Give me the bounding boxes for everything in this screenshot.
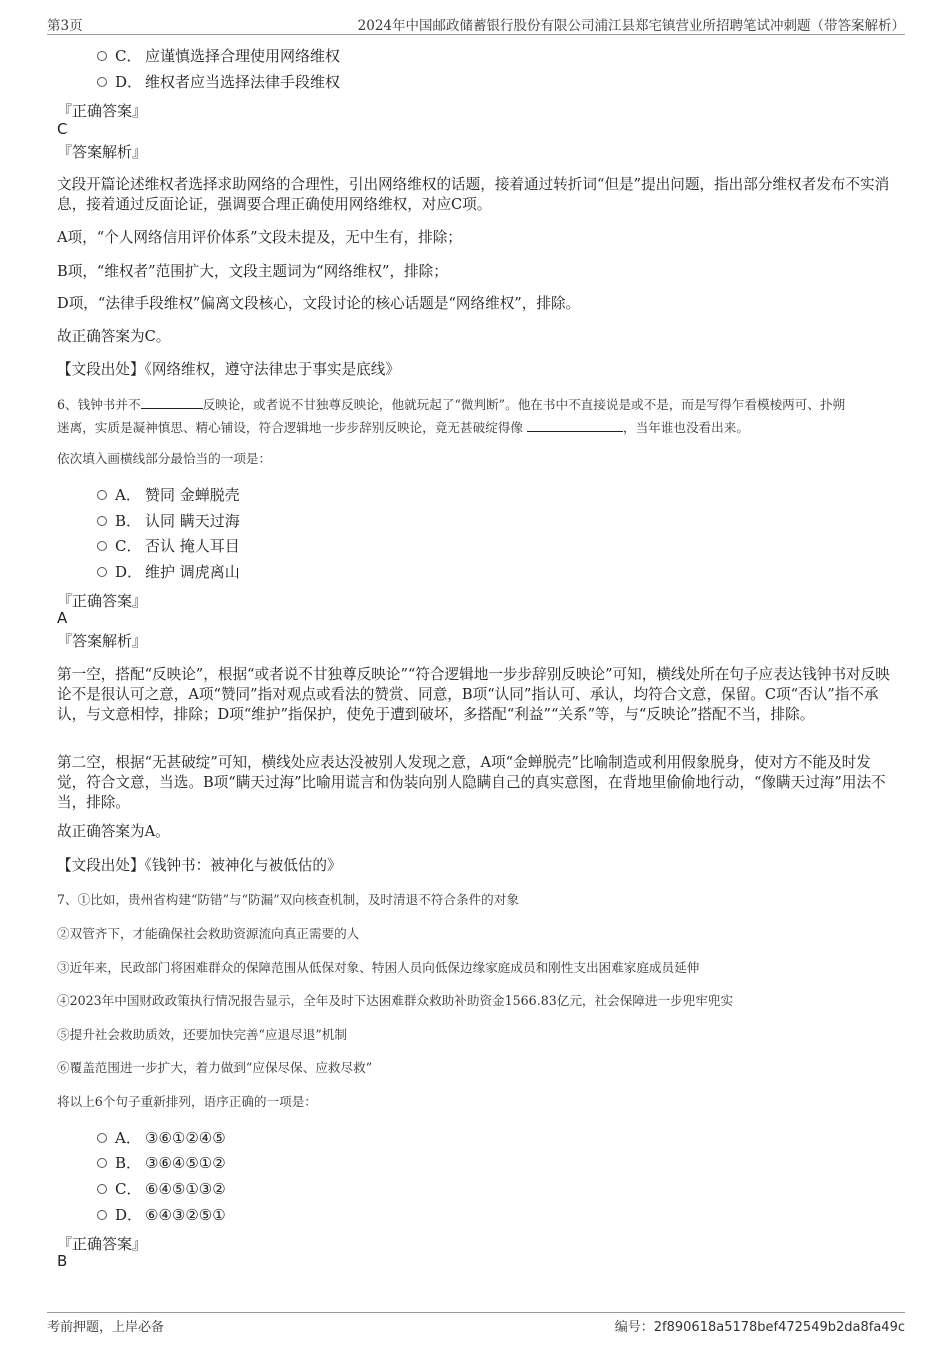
q6-analysis-p3: 故正确答案为A。 bbox=[57, 823, 170, 840]
document-title: 2024年中国邮政储蓄银行股份有限公司浦江县郑宅镇营业所招聘笔试冲刺题（带答案解析） bbox=[357, 18, 905, 34]
q6-stem: 6、钱钟书并不 反映论，或者说不甘独尊反映论，他就玩起了“微判断”。他在书中不直接说是或不是，而是写得乍看模棱两可、扑朔 迷离，实质是凝神慎思、精心铺设，符合逻辑地一步步辞别反映论，竟无甚破绽得像 ，当年谁也没看出来。 bbox=[57, 397, 846, 435]
q6-prompt: 依次填入画横线部分最恰当的一项是： bbox=[57, 451, 272, 466]
q6-analysis-p1: 第一空，搭配“反映论”，根据“或者说不甘独尊反映论”“符合逻辑地一步步辞别反映论”可知，横线处所在句子应表达钱钟书对反映论不是很认可之意，A项“赞同”指对观点或看法的赞赏、同意，B项“认同”指认可、承认，均符合文意，保留。C项“否认”指不承认，与文意相悖，排除；D项“维护”指保护，使免于遭到破坏，多搭配“利益”“关系”等，与“反映论”搭配不当，排除。 bbox=[57, 666, 890, 723]
radio-icon[interactable] bbox=[97, 567, 107, 577]
radio-icon[interactable] bbox=[97, 77, 107, 87]
q7-sentence-6: ⑥覆盖范围进一步扩大，着力做到“应保尽保、应救尽救” bbox=[57, 1060, 373, 1075]
q7-answer-label: 『正确答案』 bbox=[57, 1235, 148, 1253]
q6-source: 【文段出处】《钱钟书：被神化与被低估的》 bbox=[57, 857, 342, 874]
q5-option-c[interactable]: C． 应谨慎选择合理使用网络维权 bbox=[97, 45, 340, 67]
q5-analysis-p1: 文段开篇论述维权者选择求助网络的合理性，引出网络维权的话题，接着通过转折词“但是”提出问题，指出部分维权者发布不实消息，接着通过反面论证，强调要合理正确使用网络维权，对应C项。 bbox=[57, 176, 890, 213]
radio-icon[interactable] bbox=[97, 1133, 107, 1143]
q7-sentence-5: ⑤提升社会救助质效，还要加快完善“应退尽退”机制 bbox=[57, 1027, 347, 1042]
radio-icon[interactable] bbox=[97, 541, 107, 551]
q5-option-d[interactable]: D． 维权者应当选择法律手段维权 bbox=[97, 71, 340, 93]
q7-option-d[interactable]: D． ⑥④③②⑤① bbox=[97, 1204, 226, 1226]
q5-answer-label: 『正确答案』 bbox=[57, 102, 148, 120]
page-header bbox=[47, 12, 905, 35]
q7-option-b[interactable]: B． ③⑥④⑤①② bbox=[97, 1152, 226, 1174]
q5-analysis-p5: 故正确答案为C。 bbox=[57, 328, 171, 345]
document-code: 编号：2f890618a5178bef472549b2da8fa49c bbox=[614, 1320, 905, 1335]
radio-icon[interactable] bbox=[97, 490, 107, 500]
q6-analysis-label: 『答案解析』 bbox=[57, 632, 148, 650]
q7-sentence-1: 7、①比如，贵州省构建“防错”与“防漏”双向核查机制，及时清退不符合条件的对象 bbox=[57, 892, 519, 907]
q5-analysis-p2: A项，“个人网络信用评价体系”文段未提及，无中生有，排除； bbox=[57, 229, 462, 246]
q7-prompt: 将以上6个句子重新排列，语序正确的一项是： bbox=[57, 1094, 317, 1109]
radio-icon[interactable] bbox=[97, 1158, 107, 1168]
q5-analysis-label: 『答案解析』 bbox=[57, 143, 148, 161]
q6-answer-label: 『正确答案』 bbox=[57, 592, 148, 610]
q6-option-c[interactable]: C． 否认 掩人耳目 bbox=[97, 535, 240, 557]
q6-analysis-p2: 第二空，根据“无甚破绽”可知，横线处应表达没被别人发现之意，A项“金蝉脱壳”比喻制造或利用假象脱身，使对方不能及时发觉，符合文意，当选。B项“瞒天过海”比喻用谎言和伪装向别人隐瞒自己的真实意图，在背地里偷偷地行动，“像瞒天过海”用法不当，排除。 bbox=[57, 754, 886, 811]
q7-option-a[interactable]: A． ③⑥①②④⑤ bbox=[97, 1127, 226, 1149]
q7-answer: B bbox=[57, 1252, 68, 1270]
q6-option-d[interactable]: D． 维护 调虎离山 bbox=[97, 561, 240, 583]
fill-blank-1 bbox=[141, 395, 203, 409]
q7-sentence-4: ④2023年中国财政政策执行情况报告显示，全年及时下达困难群众救助补助资金1566.83亿元，社会保障进一步兜牢兜实 bbox=[57, 993, 734, 1008]
footer-slogan: 考前押题，上岸必备 bbox=[47, 1320, 165, 1335]
q6-answer: A bbox=[57, 609, 68, 627]
q5-analysis-p3: B项，“维权者”范围扩大，文段主题词为“网络维权”，排除； bbox=[57, 263, 448, 280]
radio-icon[interactable] bbox=[97, 1210, 107, 1220]
q5-source: 【文段出处】《网络维权，遵守法律忠于事实是底线》 bbox=[57, 361, 400, 378]
fill-blank-2 bbox=[527, 418, 623, 432]
q6-option-b[interactable]: B． 认同 瞒天过海 bbox=[97, 510, 240, 532]
q7-sentence-2: ②双管齐下，才能确保社会救助资源流向真正需要的人 bbox=[57, 926, 360, 941]
q5-analysis-p4: D项，“法律手段维权”偏离文段核心，文段讨论的核心话题是“网络维权”，排除。 bbox=[57, 295, 581, 312]
radio-icon[interactable] bbox=[97, 51, 107, 61]
q7-sentence-3: ③近年来，民政部门将困难群众的保障范围从低保对象、特困人员向低保边缘家庭成员和刚性支出困难家庭成员延伸 bbox=[57, 960, 700, 975]
q7-option-c[interactable]: C． ⑥④⑤①③② bbox=[97, 1178, 226, 1200]
q6-option-a[interactable]: A． 赞同 金蝉脱壳 bbox=[97, 484, 240, 506]
q5-answer: C bbox=[57, 120, 68, 138]
page-footer bbox=[47, 1312, 905, 1335]
radio-icon[interactable] bbox=[97, 1184, 107, 1194]
page-number: 第3页 bbox=[47, 18, 83, 34]
radio-icon[interactable] bbox=[97, 516, 107, 526]
